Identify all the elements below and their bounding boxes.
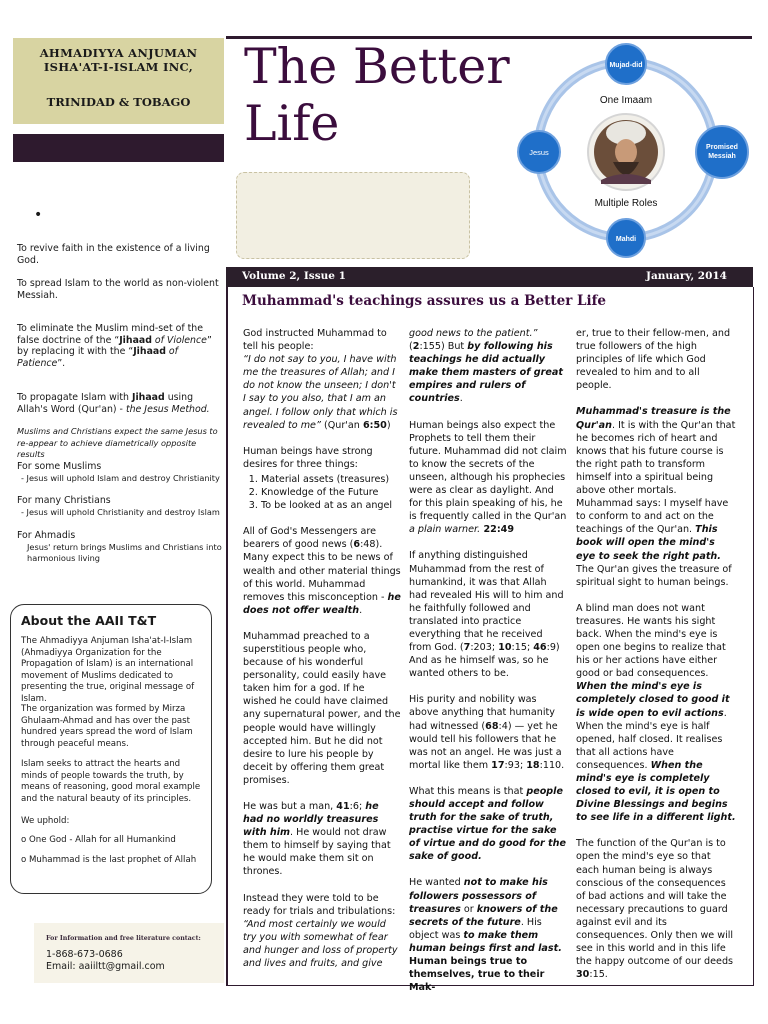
about-paragraph: Islam seeks to attract the hearts and minds of people towards the truth, by means of reasoning, good moral example and the natural beauty of its principles.: [21, 759, 201, 804]
list-item: 2. Knowledge of the Future: [261, 486, 401, 499]
org-name-line2: ISHA'AT-I-ISLAM INC,: [43, 60, 194, 74]
paragraph: God instructed Muhammad to tell his people: “I do not say to you, I have with me the treasures of Allah; and I do not know the unseen; I don't I say to you also, that I am an angel. I follow only that which is revealed to me” (Qur'an 6:50): [243, 328, 398, 431]
decorative-scroll-box: [236, 172, 470, 259]
group-sub: Jesus' return brings Muslims and Christians into harmonious living: [27, 541, 222, 563]
org-name-box: [13, 38, 224, 124]
node-promised-messiah: [696, 126, 748, 178]
paragraph: All of God's Messengers are bearers of good news (6:48). Many expect this to be news of wealth and other material things of this world. Muhammad removes this misconception - he does not offer wealth.: [243, 526, 401, 616]
group-item: [17, 461, 222, 484]
desires-list: [243, 473, 401, 512]
svg-text:Jesus: Jesus: [529, 148, 549, 157]
contact-box: [34, 923, 224, 983]
paragraph: good news to the patient.” (2:155) But by following his teachings he did actually make them masters of great empires and rulers of countries.: [409, 328, 563, 405]
node-jesus: [518, 131, 560, 173]
goal-item: To revive faith in the existence of a living God.: [17, 243, 210, 266]
paragraph: Muhammad's treasure is the Qur'an. It is with the Qur'an that he becomes rich of heart and knows that his future course is the right path to transform himself into a spiritual being above other mortals. Muhammad says: I myself have to conform to and act on the teachings of the Qur'an. This book will open the mind's eye to seek the right path. The Qur'an gives the treasure of spiritual sight to human beings.: [576, 406, 736, 588]
about-title: About the AAII T&T: [21, 613, 157, 628]
portrait-image: [588, 114, 664, 190]
goal-item: To spread Islam to the world as non-violent Messiah.: [17, 278, 219, 301]
paragraph: Instead they were told to be ready for trials and tribulations: “And most certainly we would try you with somewhat of fear and hunger and loss of property and lives and fruits, and give: [243, 892, 398, 970]
masthead-title: [244, 38, 544, 152]
paragraph: He wanted not to make his followers possessors of treasures or knowers of the secrets of the future. His object was to make them human beings first and last. Human beings true to themselves, true to their Mak-: [409, 877, 562, 994]
group-sub: - Jesus will uphold Islam and destroy Christianity: [21, 472, 220, 483]
bullet-mark: •: [34, 207, 43, 223]
paragraph: His purity and nobility was above anything that humanity had witnessed (68:4) — yet he would tell his followers that he was not an angel. He was just a mortal like them 17:93; 18:110.: [409, 694, 565, 771]
about-paragraph: The Ahmadiyya Anjuman Isha'at-I-Islam (Ahmadiyya Organization for the Propagation of Islam) is an international movement of Muslims dedicated to presenting the true, original message of Islam.: [21, 636, 195, 704]
group-title: For many Christians: [17, 495, 111, 506]
masthead-line2: Life: [244, 95, 340, 152]
paragraph: He was but a man, 41:6; he had no worldly treasures with him. He would not draw them to himself by saying that he would make them sit on thrones.: [243, 801, 391, 878]
issue-bar: [226, 267, 753, 287]
promised-line2: Messiah: [708, 153, 736, 160]
svg-text:Mujad-did: Mujad-did: [609, 62, 643, 69]
issue-volume: Volume 2, Issue 1: [242, 270, 346, 282]
article-headline: Muhammad's teachings assures us a Better Life: [242, 293, 607, 309]
list-item: 3. To be looked at as an angel: [261, 499, 401, 512]
paragraph: Muhammad preached to a superstitious people who, because of his wonderful personality, could easily have taken him for a god. If he wished he could have claimed any supernatural power, and the people would have willingly accepted him. But he did not desire to lure his people by deceit by offering them great promises.: [243, 630, 401, 786]
paragraph: The function of the Qur'an is to open the mind's eye so that each human being is always conscious of the consequences of bad actions and will take the necessary precautions to guard against evil and its consequences. Only then we will see in this world and in this life the happy outcome of our deeds 30:15.: [576, 838, 734, 981]
org-name-line1: AHMADIYYA ANJUMAN: [39, 46, 198, 60]
paragraph: Human beings have strong desires for three things:: [243, 445, 373, 470]
group-item: [17, 530, 222, 565]
org-country: TRINIDAD & TOBAGO: [46, 95, 191, 109]
group-title: For Ahmadis: [17, 530, 76, 541]
group-sub: - Jesus will uphold Christianity and destroy Islam: [21, 506, 220, 517]
goal-note: Muslims and Christians expect the same Jesus to re-appear to achieve diametrically opposite results: [17, 426, 218, 459]
contact-title: For Information and free literature contact:: [46, 935, 201, 942]
contact-email: Email: aaiiltt@gmail.com: [46, 961, 165, 972]
about-paragraph: The organization was formed by Mirza Ghulaam-Ahmad and has over the past hundred years spread the word of Islam through peaceful means.: [21, 704, 193, 749]
goal-item: To propagate Islam with Jihaad using Allah's Word (Qur'an) - the Jesus Method.: [17, 392, 210, 415]
group-title: For some Muslims: [17, 461, 102, 472]
masthead-line1: The Better: [244, 38, 510, 95]
about-paragraph: We uphold:: [21, 816, 70, 826]
contact-phone: 1-868-673-0686: [46, 949, 123, 960]
node-mahdi: [607, 219, 645, 257]
about-uphold-item: o One God - Allah for all Humankind: [21, 835, 176, 845]
about-uphold-item: o Muhammad is the last prophet of Allah: [21, 855, 197, 865]
paragraph: If anything distinguished Muhammad from the rest of humankind, it was that Allah had revealed His will to him and he faithfully followed and translated into practice everything that he received from God. (7:203; 10:15; 46:9) And as he himself was, so he wanted others to be.: [409, 550, 564, 680]
list-item: 1. Material assets (treasures): [261, 473, 401, 486]
group-item: [17, 495, 222, 518]
roles-diagram: [505, 40, 757, 265]
sidebar-dark-bar: [13, 134, 224, 162]
paragraph: A blind man does not want treasures. He wants his sight back. When the mind's eye is open one begins to realize that his or her actions have either good or bad consequences. When the mind's eye is completely closed to good it is wide open to evil actions. When the mind's eye is half opened, half closed. It realises that all actions have consequences. When the mind's eye is completely closed to evil, it is open to Divine Blessings and begins to see life in a different light.: [576, 602, 736, 824]
article-column-2: [409, 327, 567, 1007]
goal-item: To eliminate the Muslim mind-set of the false doctrine of the “Jihaad of Violence” by replacing it with the “Jihaad of Patience”.: [17, 323, 212, 369]
about-box: [10, 604, 212, 894]
article-column-1: [243, 327, 401, 983]
article-column-3: [576, 327, 736, 994]
paragraph: Human beings also expect the Prophets to tell them their future. Muhammad did not claim to know the secrets of the unseen, although his prophecies were as clear as daylight. And for this plain speaking of his, he is frequently called in the Qur'an a plain warner. 22:49: [409, 419, 567, 536]
paragraph: er, true to their fellow-men, and true followers of the high principles of life which God revealed to him and to all people.: [576, 328, 731, 392]
caption-one-imaam: One Imaam: [599, 95, 653, 106]
issue-date: January, 2014: [645, 270, 727, 282]
caption-multiple-roles: Multiple Roles: [594, 198, 658, 209]
paragraph: What this means is that people should accept and follow truth for the sake of truth, practise virtue for the sake of virtue and do good for the sake of good.: [409, 785, 566, 863]
promised-line1: Promised: [706, 144, 738, 151]
node-mujad-did: [606, 44, 646, 84]
org-name: [13, 46, 224, 74]
svg-text:Mahdi: Mahdi: [615, 236, 637, 243]
